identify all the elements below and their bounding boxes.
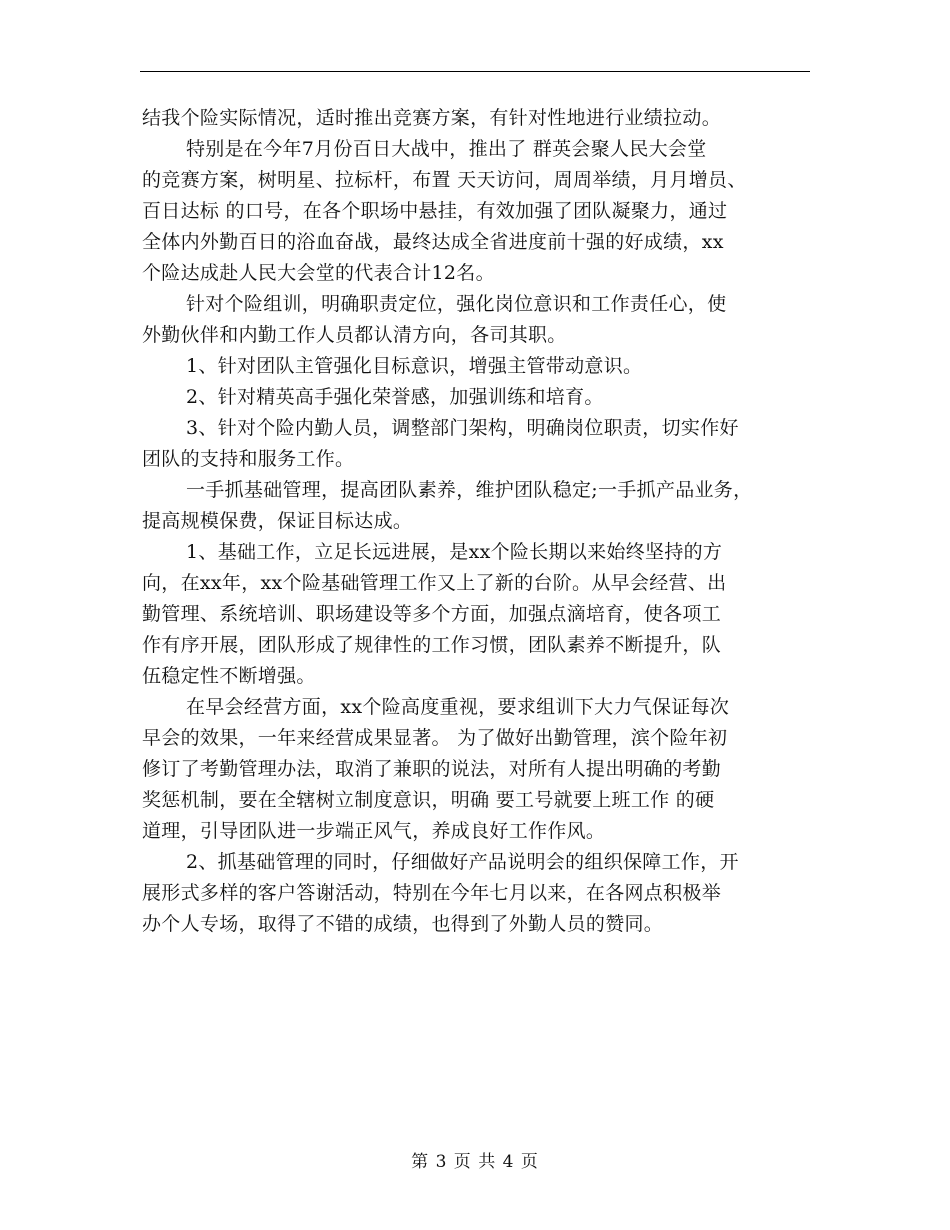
body-line: 勤管理、系统培训、职场建设等多个方面，加强点滴培育，使各项工	[142, 603, 722, 625]
page-number-footer: 第 3 页 共 4 页	[411, 1152, 539, 1172]
document-body	[142, 103, 812, 940]
body-line: 的竞赛方案，树明星、拉标杆，布置 天天访问，周周举绩，月月增员、	[142, 169, 747, 191]
body-line: 奖惩机制，要在全辖树立制度意识，明确 要工号就要上班工作 的硬	[142, 789, 715, 811]
body-line: 一手抓基础管理，提高团队素养，维护团队稳定;一手抓产品业务，	[186, 479, 753, 501]
body-line: 团队的支持和服务工作。	[142, 448, 355, 470]
body-line: 2、针对精英高手强化荣誉感，加强训练和培育。	[186, 386, 604, 408]
body-line: 修订了考勤管理办法，取消了兼职的说法，对所有人提出明确的考勤	[142, 758, 722, 780]
body-line: 2、抓基础管理的同时，仔细做好产品说明会的组织保障工作，开	[186, 851, 739, 873]
body-line: 向，在xx年，xx个险基础管理工作又上了新的台阶。从早会经营、出	[142, 572, 727, 594]
body-line: 早会的效果，一年来经营成果显著。 为了做好出勤管理，滨个险年初	[142, 727, 728, 749]
body-line: 百日达标 的口号，在各个职场中悬挂，有效加强了团队凝聚力，通过	[142, 200, 728, 222]
body-line: 1、基础工作，立足长远进展，是xx个险长期以来始终坚持的方	[186, 541, 723, 563]
body-line: 道理，引导团队进一步端正风气，养成良好工作作风。	[142, 820, 606, 842]
body-line: 作有序开展，团队形成了规律性的工作习惯，团队素养不断提升，队	[142, 634, 722, 656]
body-line: 伍稳定性不断增强。	[142, 665, 316, 687]
body-line: 针对个险组训，明确职责定位，强化岗位意识和工作责任心，使	[186, 293, 727, 315]
body-line: 提高规模保费，保证目标达成。	[142, 510, 413, 532]
body-line: 结我个险实际情况，适时推出竞赛方案，有针对性地进行业绩拉动。	[142, 107, 722, 129]
body-line: 3、针对个险内勤人员，调整部门架构，明确岗位职责，切实作好	[186, 417, 739, 439]
body-line: 展形式多样的客户答谢活动，特别在今年七月以来，在各网点积极举	[142, 882, 722, 904]
body-line: 特别是在今年7月份百日大战中，推出了 群英会聚人民大会堂	[186, 138, 707, 160]
header-rule	[140, 71, 810, 72]
body-line: 在早会经营方面，xx个险高度重视，要求组训下大力气保证每次	[186, 696, 730, 718]
body-line: 办个人专场，取得了不错的成绩，也得到了外勤人员的赞同。	[142, 913, 664, 935]
body-line: 外勤伙伴和内勤工作人员都认清方向，各司其职。	[142, 324, 567, 346]
body-line: 全体内外勤百日的浴血奋战，最终达成全省进度前十强的好成绩，xx	[142, 231, 724, 253]
body-line: 个险达成赴人民大会堂的代表合计12名。	[142, 262, 495, 284]
body-line: 1、针对团队主管强化目标意识，增强主管带动意识。	[186, 355, 643, 377]
